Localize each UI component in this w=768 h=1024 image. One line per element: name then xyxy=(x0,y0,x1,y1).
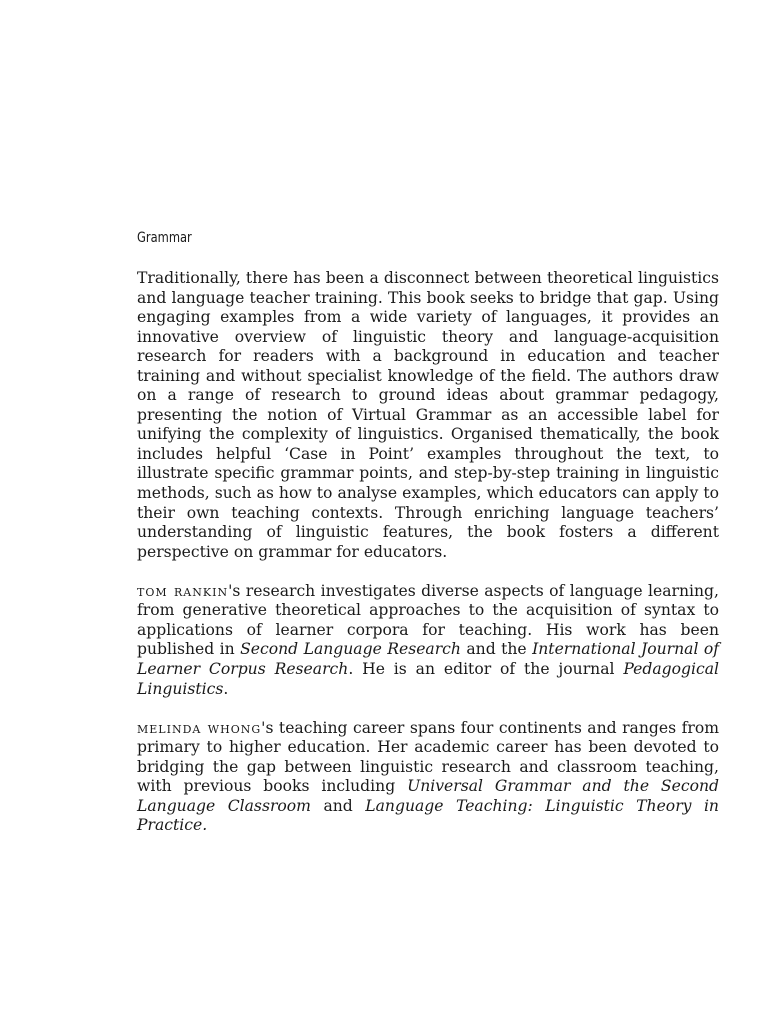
bio-text: research investigates diverse aspects of language learning, from generative theoretical approaches to the acquisition of syntax to applications of learner corpora for teaching. His work has been published in xyxy=(137,581,719,659)
bio-text: and the xyxy=(460,640,533,659)
bio-text: and xyxy=(310,796,366,815)
author-name: melinda whong xyxy=(137,718,262,737)
book-title: Universal Grammar and the Second Language Classroom xyxy=(137,777,719,815)
possessive: 's xyxy=(261,718,274,737)
blurb-content xyxy=(137,269,719,856)
journal-title: Pedagogical Linguistics xyxy=(137,659,719,698)
journal-title: International Journal of Learner Corpus Research xyxy=(137,640,720,678)
book-title: Language Teaching: Linguistic Theory in Practice. xyxy=(137,796,719,835)
bio-text: teaching career spans four continents and ranges from primary to higher education. Her academic career has been devoted to bridging the gap between linguistic research and classroom teaching, with previous books including xyxy=(137,718,719,796)
book-title-heading: Grammar xyxy=(137,230,192,246)
author-bio-whong xyxy=(137,719,719,836)
possessive: 's xyxy=(228,581,241,600)
book-description: Traditionally, there has been a disconnect between theoretical linguistics and language teacher training. This book seeks to bridge that gap. Using engaging examples from a wide variety of languages, it provides an innovative overview of linguistic theory and language-acquisition research for readers with a background in education and teacher training and without specialist knowledge of the field. The authors draw on a range of research to ground ideas about grammar pedagogy, presenting the notion of Virtual Grammar as an accessible label for unifying the complexity of linguistics. Organised thematically, the book includes helpful ‘Case in Point’ examples throughout the text, to illustrate specific grammar points, and step-by-step training in linguistic methods, such as how to analyse examples, which educators can apply to their own teaching contexts. Through enriching language teachers’ understanding of linguistic features, the book fosters a different perspective on grammar for educators. xyxy=(137,269,719,561)
bio-text: . He is an editor of the journal xyxy=(348,659,624,678)
bio-text: . xyxy=(223,679,229,698)
journal-title: Second Language Research xyxy=(240,640,461,659)
author-bio-rankin xyxy=(137,582,719,699)
author-name: tom rankin xyxy=(137,581,229,600)
